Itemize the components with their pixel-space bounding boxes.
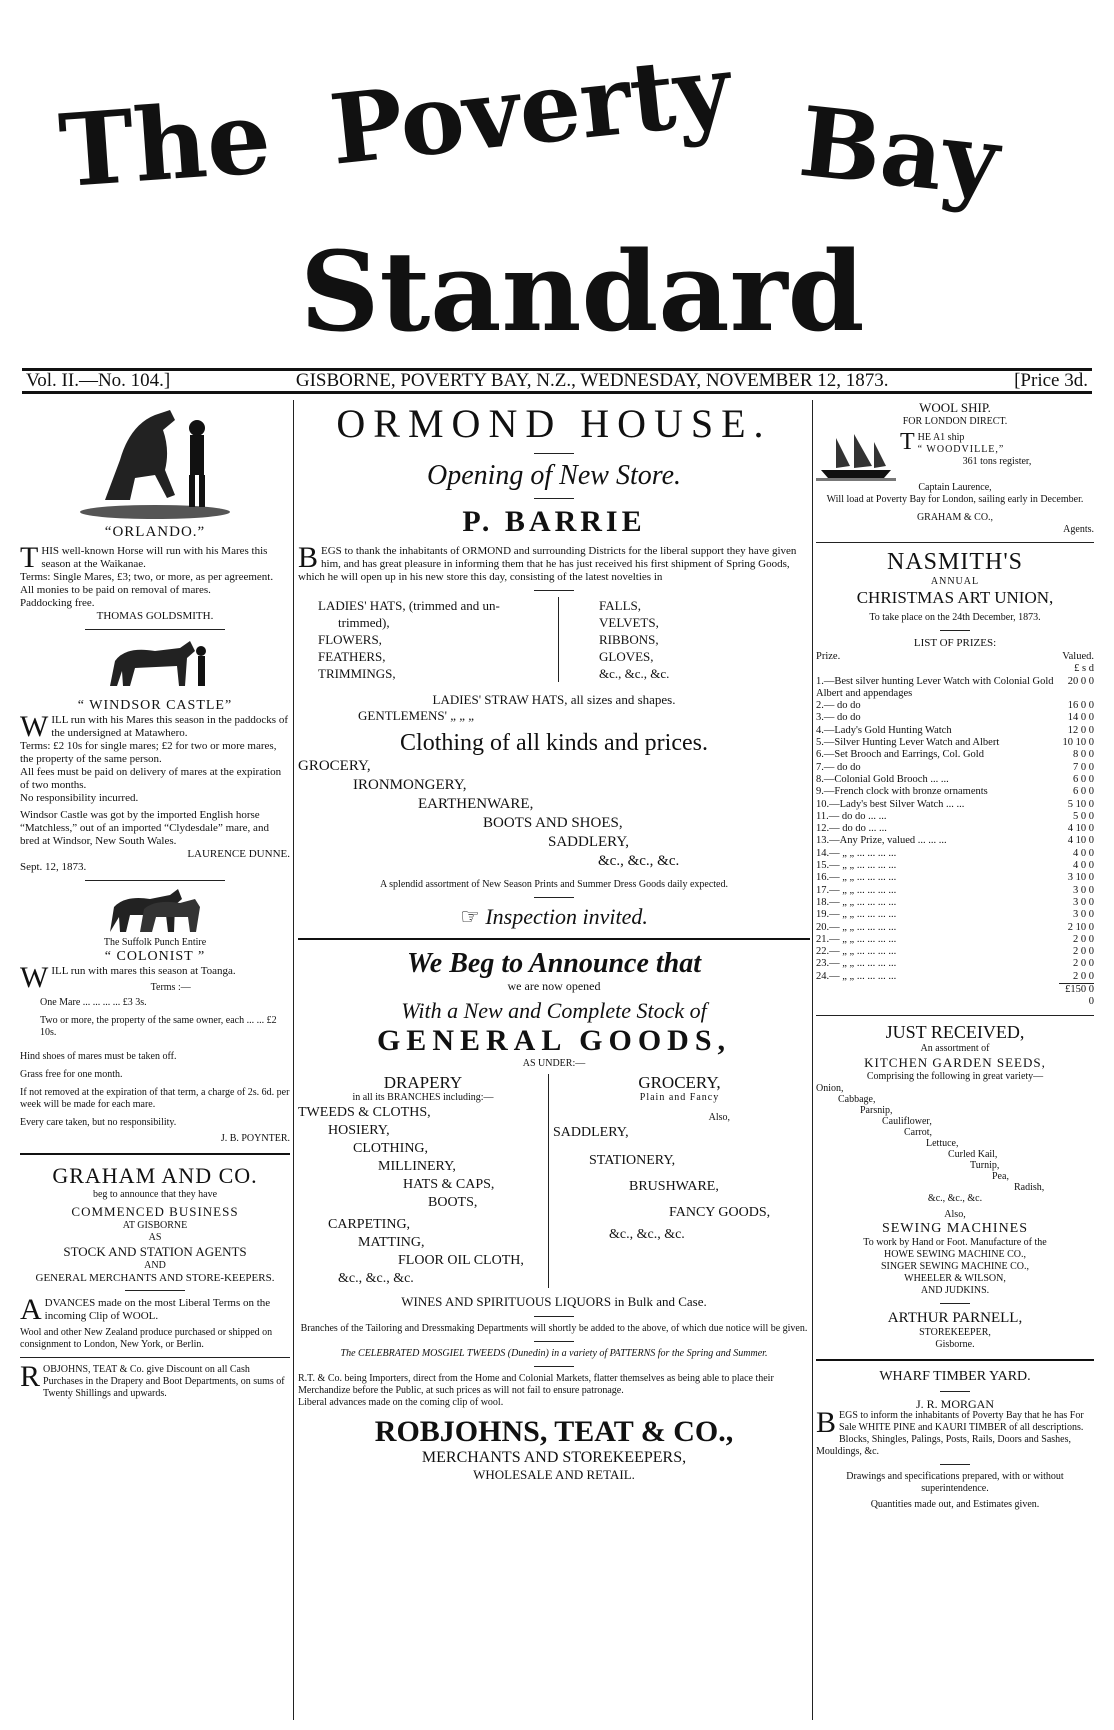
table-row	[816, 909, 1094, 921]
prize-value: 2 0 0	[1073, 970, 1094, 982]
seeds-also: Also,	[944, 1208, 966, 1220]
colonist-care: Every care taken, but no responsibility.	[20, 1117, 177, 1128]
prize-description: 4.—Lady's Gold Hunting Watch	[816, 724, 952, 736]
wool-ship-line: HE A1 ship	[917, 432, 965, 443]
prize-value: 4 0 0	[1073, 847, 1094, 859]
windsor-date: Sept. 12, 1873.	[20, 861, 87, 873]
list-item: &c., &c., &c.	[598, 853, 680, 869]
prize-description: 19.— „ „ ... ... ... ...	[816, 909, 897, 921]
pointing-hand-icon: ☞	[460, 904, 486, 929]
ormond-inspect	[298, 904, 810, 930]
table-row	[816, 922, 1094, 934]
teat-under: AS UNDER:—	[522, 1058, 586, 1069]
list-item: FLOOR OIL CLOTH,	[398, 1253, 524, 1268]
graham-l3: AT GISBORNE	[122, 1220, 188, 1231]
ship-load: Will load at Poverty Bay for London, sailing early in December.	[826, 494, 1084, 505]
list-item: BOOTS,	[428, 1195, 478, 1210]
colonist-one-mare: One Mare ... ... ... ... £3 3s.	[40, 997, 147, 1008]
colonist-hind: Hind shoes of mares must be taken off.	[20, 1051, 177, 1062]
prize-description: 18.— „ „ ... ... ... ...	[816, 896, 897, 908]
timber-name: J. R. MORGAN	[915, 1396, 994, 1411]
drop-cap: W	[20, 961, 49, 994]
table-row	[816, 725, 1094, 737]
list-item: BRUSHWARE,	[629, 1179, 719, 1194]
teat-goods	[298, 1074, 810, 1288]
masthead-word-the: The	[55, 77, 275, 211]
prize-value: 4 10 0	[1067, 835, 1094, 847]
parnell-keeper: STOREKEEPER,	[919, 1326, 991, 1338]
prize-value: 2 10 0	[1067, 921, 1094, 933]
horse-rearing-illustration	[75, 400, 235, 520]
windsor-resp: No responsibility incurred.	[20, 792, 139, 804]
sewing-title: SEWING MACHINES	[881, 1220, 1029, 1236]
colonist-terms-head: Terms :—	[150, 982, 191, 993]
list-item: MILLINERY,	[378, 1159, 456, 1174]
prize-value: 6 0 0	[1073, 786, 1094, 798]
column-right	[816, 400, 1094, 1511]
list-item: CLOTHING,	[353, 1141, 429, 1156]
teat-wholesale: WHOLESALE AND RETAIL.	[473, 1467, 635, 1482]
drop-cap: B	[298, 541, 319, 574]
prize-description: 12.— do do ... ...	[816, 823, 887, 835]
grocery-head: GROCERY,	[638, 1073, 721, 1092]
teat-wines: WINES AND SPIRITUOUS LIQUORS in Bulk and Case.	[401, 1294, 707, 1309]
graham-advances: DVANCES made on the most Liberal Terms on the incoming Clip of WOOL.	[44, 1297, 271, 1322]
table-row	[816, 897, 1094, 909]
masthead-word-standard: Standard	[300, 227, 865, 356]
sewing-wheeler: WHEELER & WILSON,	[904, 1272, 1006, 1284]
sewing-judkins: AND JUDKINS.	[920, 1284, 990, 1296]
table-row	[816, 872, 1094, 884]
prize-value: 5 0 0	[1073, 810, 1094, 822]
also-label: Also,	[708, 1112, 730, 1123]
prize-value: 3 0 0	[1073, 896, 1094, 908]
prize-description: 14.— „ „ ... ... ... ...	[816, 847, 897, 859]
list-item: BOOTS AND SHOES,	[483, 815, 623, 831]
lsd-header: £ s d	[1074, 663, 1094, 675]
list-item: CARPETING,	[328, 1217, 411, 1232]
parnell-gisborne: Gisborne.	[935, 1338, 975, 1350]
table-row	[816, 934, 1094, 946]
nasmith-annual: ANNUAL	[930, 576, 980, 587]
table-row	[816, 835, 1094, 847]
timber-quantities: Quantities made out, and Estimates given.	[870, 1498, 1040, 1510]
draught-horses-illustration	[100, 887, 210, 937]
teat-general: GENERAL GOODS,	[376, 1024, 732, 1057]
robjohns-discount: OBJOHNS, TEAT & Co. give Discount on all Cash Purchases in the Drapery and Boot Departments, on sums of Twenty Shillings and upwards.	[43, 1364, 285, 1399]
masthead-word-poverty: Poverty	[324, 32, 736, 187]
prize-header: Prize.	[816, 651, 841, 662]
nasmith-list: LIST OF PRIZES:	[913, 637, 997, 649]
table-row	[816, 971, 1094, 984]
teat-merchants: MERCHANTS AND STOREKEEPERS,	[421, 1449, 687, 1466]
graham-name: GRAHAM AND CO.	[52, 1163, 258, 1188]
teat-new: With a New and Complete Stock of	[401, 998, 707, 1023]
teat-grocery	[549, 1074, 810, 1288]
teat-opened: we are now opened	[507, 979, 601, 993]
list-item: FALLS,	[599, 598, 642, 613]
nasmith-union: CHRISTMAS ART UNION,	[856, 588, 1054, 607]
list-item: IRONMONGERY,	[353, 777, 467, 793]
ship-captain: Captain Laurence,	[918, 482, 992, 493]
table-row	[816, 749, 1094, 761]
sailing-ship-illustration	[816, 432, 896, 482]
graham-l6: AND	[144, 1260, 166, 1271]
colonist-two-mares: Two or more, the property of the same owner, each ... ... £2 10s.	[40, 1015, 277, 1038]
place-date: GISBORNE, POVERTY BAY, N.Z., WEDNESDAY, NOVEMBER 12, 1873.	[295, 370, 889, 391]
table-row	[816, 737, 1094, 749]
prize-value: 16 0 0	[1067, 700, 1094, 712]
prize-description: 23.— „ „ ... ... ... ...	[816, 958, 897, 970]
list-item: HATS & CAPS,	[403, 1177, 495, 1192]
ship-agents: Agents.	[1063, 524, 1094, 535]
drop-cap: T	[900, 429, 915, 455]
list-item: Radish,	[1014, 1181, 1045, 1193]
table-row	[816, 799, 1094, 811]
windsor-terms: Terms: £2 10s for single mares; £2 for two or more mares, the property of the same person.	[20, 740, 277, 765]
list-item: Carrot,	[904, 1126, 933, 1138]
orlando-body: HIS well-known Horse will run with his Mares this season at the Waikanae.	[41, 545, 268, 570]
colonist-removed: If not removed at the expiration of that term, a charge of 2s. 6d. per week will be made for each mare.	[20, 1087, 290, 1110]
teat-liberal: Liberal advances made on the coming clip of wool.	[298, 1397, 504, 1408]
table-row	[816, 762, 1094, 774]
prize-description: 11.— do do ... ...	[816, 810, 887, 822]
prize-table	[816, 651, 1094, 1009]
ormond-body: EGS to thank the inhabitants of ORMOND and surrounding Districts for the liberal support they have given him, and has great pleasure in informing them that he has just received his first shipment of Spring Goods, which he will open up in his new store this day, consisting of the latest novelties in	[298, 545, 797, 583]
list-item: Pea,	[992, 1170, 1009, 1182]
drop-cap: A	[20, 1293, 42, 1326]
seeds-title: JUST RECEIVED,	[885, 1021, 1025, 1042]
prize-description: 20.— „ „ ... ... ... ...	[816, 921, 897, 933]
table-row	[816, 700, 1094, 712]
table-row	[816, 774, 1094, 786]
prize-total: £150 0 0	[1059, 984, 1094, 1009]
prize-value: 7 0 0	[1073, 761, 1094, 773]
drop-cap: W	[20, 710, 49, 743]
ormond-goods-left	[298, 597, 559, 682]
prize-value: 12 0 0	[1067, 724, 1094, 736]
inspect-label: Inspection invited.	[485, 904, 648, 929]
prize-description: 24.— „ „ ... ... ... ...	[816, 970, 897, 982]
prize-value: 3 10 0	[1067, 872, 1094, 884]
seeds-comprising: Comprising the following in great variety—	[866, 1070, 1044, 1082]
list-item: VELVETS,	[599, 615, 659, 630]
prize-description: 1.—Best silver hunting Lever Watch with Colonial Gold Albert and appendages	[816, 675, 1054, 699]
graham-wool: Wool and other New Zealand produce purchased or shipped on consignment to London, New York, or Berlin.	[20, 1327, 273, 1350]
list-item: Turnip,	[970, 1159, 1000, 1171]
wool-title: WOOL SHIP.	[919, 400, 991, 415]
seeds-kitchen: KITCHEN GARDEN SEEDS,	[864, 1054, 1046, 1070]
graham-l1: beg to announce that they have	[92, 1189, 218, 1200]
colonist-grass: Grass free for one month.	[20, 1069, 123, 1080]
drapery-branches: in all its BRANCHES including:—	[352, 1092, 494, 1103]
ormond-stair-list	[298, 757, 810, 871]
list-item: LADIES' HATS, (trimmed and un-	[318, 598, 500, 613]
masthead-word-bay: Bay	[794, 84, 1005, 219]
list-item: GROCERY,	[298, 758, 371, 774]
prize-value: 2 0 0	[1073, 946, 1094, 958]
prize-description: 13.—Any Prize, valued ... ... ...	[816, 835, 947, 847]
windsor-fees: All fees must be paid on delivery of mares at the expiration of two months.	[20, 766, 282, 791]
valued-header: Valued.	[1062, 651, 1094, 662]
list-item: STATIONERY,	[589, 1153, 676, 1168]
horse-standing-illustration	[95, 636, 215, 696]
table-row	[816, 860, 1094, 872]
prize-description: 22.— „ „ ... ... ... ...	[816, 946, 897, 958]
windsor-name: “ WINDSOR CASTLE”	[77, 698, 233, 713]
teat-tweeds: The CELEBRATED MOSGIEL TWEEDS (Dunedin) in a variety of PATTERNS for the Spring and Summer.	[340, 1348, 768, 1359]
orlando-paddock: Paddocking free.	[20, 597, 95, 609]
barrie-name: P. BARRIE	[462, 505, 646, 538]
prize-description: 2.— do do	[816, 700, 861, 712]
colonist-sign: J. B. POYNTER.	[220, 1133, 290, 1144]
teat-name: ROBJOHNS, TEAT & CO.,	[374, 1415, 734, 1448]
prize-value: 3 0 0	[1073, 884, 1094, 896]
table-row	[816, 676, 1094, 701]
seeds-assort: An assortment of	[920, 1042, 990, 1054]
list-item: &c., &c., &c.	[609, 1227, 685, 1242]
table-row	[816, 946, 1094, 958]
timber-drawings: Drawings and specifications prepared, with or without superintendence.	[846, 1470, 1064, 1494]
windsor-sign: LAURENCE DUNNE.	[187, 848, 290, 860]
orlando-terms: Terms: Single Mares, £3; two, or more, as per agreement.	[20, 571, 274, 583]
prize-description: 21.— „ „ ... ... ... ...	[816, 933, 897, 945]
ormond-subtitle: Opening of New Store.	[426, 460, 682, 491]
colonist-intro: The Suffolk Punch Entire	[103, 937, 207, 948]
drapery-head: DRAPERY	[383, 1073, 463, 1092]
ormond-straw: LADIES' STRAW HATS, all sizes and shapes.	[432, 692, 676, 707]
drop-cap: T	[20, 541, 39, 574]
timber-title: WHARF TIMBER YARD.	[879, 1368, 1031, 1384]
parnell-name: ARTHUR PARNELL,	[887, 1309, 1023, 1326]
prize-description: 3.— do do	[816, 712, 861, 724]
table-row	[816, 885, 1094, 897]
graham-l4: AS	[148, 1232, 162, 1243]
list-item: trimmed),	[338, 615, 390, 630]
graham-l2: COMMENCED BUSINESS	[71, 1204, 239, 1219]
prize-description: 9.—French clock with bronze ornaments	[816, 786, 988, 798]
column-left	[20, 400, 290, 1400]
drop-cap: B	[816, 1405, 837, 1439]
orlando-monies: All monies to be paid on removal of mares.	[20, 584, 211, 596]
table-row	[816, 958, 1094, 970]
table-row	[816, 786, 1094, 798]
prize-value: 2 0 0	[1073, 933, 1094, 945]
ormond-title: ORMOND HOUSE.	[336, 401, 772, 446]
table-row	[816, 811, 1094, 823]
list-item: TWEEDS & CLOTHS,	[298, 1105, 431, 1120]
list-item: EARTHENWARE,	[418, 796, 534, 812]
ormond-splendid: A splendid assortment of New Season Prints and Summer Dress Goods daily expected.	[379, 879, 728, 890]
teat-beg: We Beg to Announce that	[406, 948, 702, 979]
timber-body: EGS to inform the inhabitants of Poverty Bay that he has For Sale WHITE PINE and KAURI TIMBER of all descriptions. Blocks, Shingles, Palings, Posts, Rails, Doors and Sashes, Mouldings, &c.	[816, 1409, 1084, 1457]
prize-description: 8.—Colonial Gold Brooch ... ...	[816, 773, 949, 785]
list-item: &c., &c., &c.	[338, 1271, 414, 1286]
table-row	[816, 848, 1094, 860]
prize-description: 10.—Lady's best Silver Watch ... ...	[816, 798, 965, 810]
windsor-body: ILL run with his Mares this season in the paddocks of the undersigned at Matawhero.	[51, 714, 288, 739]
volume-number: Vol. II.—No. 104.]	[26, 370, 171, 391]
list-item: Cauliflower,	[882, 1115, 932, 1127]
sewing-howe: HOWE SEWING MACHINE CO.,	[884, 1248, 1026, 1260]
prize-description: 17.— „ „ ... ... ... ...	[816, 884, 897, 896]
graham-l5: STOCK AND STATION AGENTS	[63, 1244, 247, 1259]
prize-description: 6.—Set Brooch and Earrings, Col. Gold	[816, 749, 984, 761]
list-item: Lettuce,	[926, 1137, 959, 1149]
list-item: Parsnip,	[860, 1104, 893, 1116]
sewing-work: To work by Hand or Foot. Manufacture of the	[863, 1236, 1047, 1248]
prize-value: 10 10 0	[1062, 737, 1094, 749]
prize-value: 3 0 0	[1073, 909, 1094, 921]
table-row	[816, 823, 1094, 835]
wool-for: FOR LONDON DIRECT.	[902, 416, 1008, 427]
ship-name: “ WOODVILLE,”	[917, 444, 1005, 455]
prize-value: 2 0 0	[1073, 958, 1094, 970]
grocery-plain: Plain and Fancy	[639, 1092, 720, 1103]
prize-description: 5.—Silver Hunting Lever Watch and Albert	[816, 737, 1000, 749]
column-middle	[298, 400, 810, 1483]
price: [Price 3d.	[1014, 370, 1088, 391]
nasmith-place: To take place on the 24th December, 1873.	[869, 612, 1041, 623]
prize-value: 20 0 0	[1067, 675, 1094, 687]
ormond-goods-right	[559, 597, 669, 682]
list-item: TRIMMINGS,	[318, 666, 396, 681]
wool-ship-block	[816, 429, 1094, 482]
orlando-sign: THOMAS GOLDSMITH.	[96, 610, 214, 622]
seeds-etc: &c., &c., &c.	[927, 1192, 983, 1204]
colonist-name: “ COLONIST ”	[104, 949, 206, 964]
ormond-gents: GENTLEMENS' „ „ „	[358, 708, 475, 723]
prize-description: 16.— „ „ ... ... ... ...	[816, 872, 897, 884]
vegetable-list	[816, 1083, 1094, 1193]
prize-description: 15.— „ „ ... ... ... ...	[816, 860, 897, 872]
list-item: Onion,	[816, 1082, 844, 1094]
list-item: FLOWERS,	[318, 632, 382, 647]
prize-value: 5 10 0	[1067, 798, 1094, 810]
prize-description: 7.— do do	[816, 761, 861, 773]
dateline	[22, 368, 1092, 394]
prize-value: 14 0 0	[1067, 712, 1094, 724]
wool-ship-text	[896, 429, 1094, 482]
prize-value: 4 0 0	[1073, 860, 1094, 872]
list-item: HOSIERY,	[328, 1123, 390, 1138]
table-row	[816, 712, 1094, 724]
column-rule	[293, 400, 294, 1720]
teat-drapery	[298, 1074, 549, 1288]
column-rule	[812, 400, 813, 1720]
nasmith-title: NASMITH'S	[886, 549, 1023, 575]
ormond-clothing: Clothing of all kinds and prices.	[400, 730, 708, 756]
colonist-body: ILL run with mares this season at Toanga.	[51, 965, 236, 977]
list-item: SADDLERY,	[553, 1125, 629, 1140]
list-item: FANCY GOODS,	[669, 1205, 771, 1220]
list-item: SADDLERY,	[548, 834, 629, 850]
prize-value: 8 0 0	[1073, 749, 1094, 761]
sewing-singer: SINGER SEWING MACHINE CO.,	[880, 1260, 1030, 1272]
prize-value: 6 0 0	[1073, 773, 1094, 785]
teat-importers: R.T. & Co. being Importers, direct from the Home and Colonial Markets, flatter themselves as being able to place their Merchandize before the Public, at such prices as will not fail to ensure patronage.	[298, 1373, 774, 1396]
graham-l7: GENERAL MERCHANTS AND STORE-KEEPERS.	[35, 1272, 275, 1284]
masthead	[0, 0, 1114, 370]
teat-tailoring: Branches of the Tailoring and Dressmaking Departments will shortly be added to the above, of which due notice will be given.	[300, 1323, 808, 1334]
list-item: Cabbage,	[838, 1093, 876, 1105]
list-item: &c., &c., &c.	[599, 666, 670, 681]
ship-tons: 361 tons register,	[962, 456, 1032, 467]
ormond-goods-list	[298, 597, 810, 682]
list-item: FEATHERS,	[318, 649, 386, 664]
list-item: Curled Kail,	[948, 1148, 998, 1160]
drop-cap: R	[20, 1360, 41, 1393]
list-item: MATTING,	[358, 1235, 425, 1250]
windsor-pedigree: Windsor Castle was got by the imported English horse “Matchless,” out of an imported “Clydesdale” mare, and bred at Windsor, New South Wales.	[20, 809, 269, 847]
prize-value: 4 10 0	[1067, 823, 1094, 835]
ship-agent: GRAHAM & CO.,	[916, 512, 994, 523]
orlando-name: “ORLANDO.”	[104, 524, 206, 540]
list-item: GLOVES,	[599, 649, 654, 664]
list-item: RIBBONS,	[599, 632, 659, 647]
